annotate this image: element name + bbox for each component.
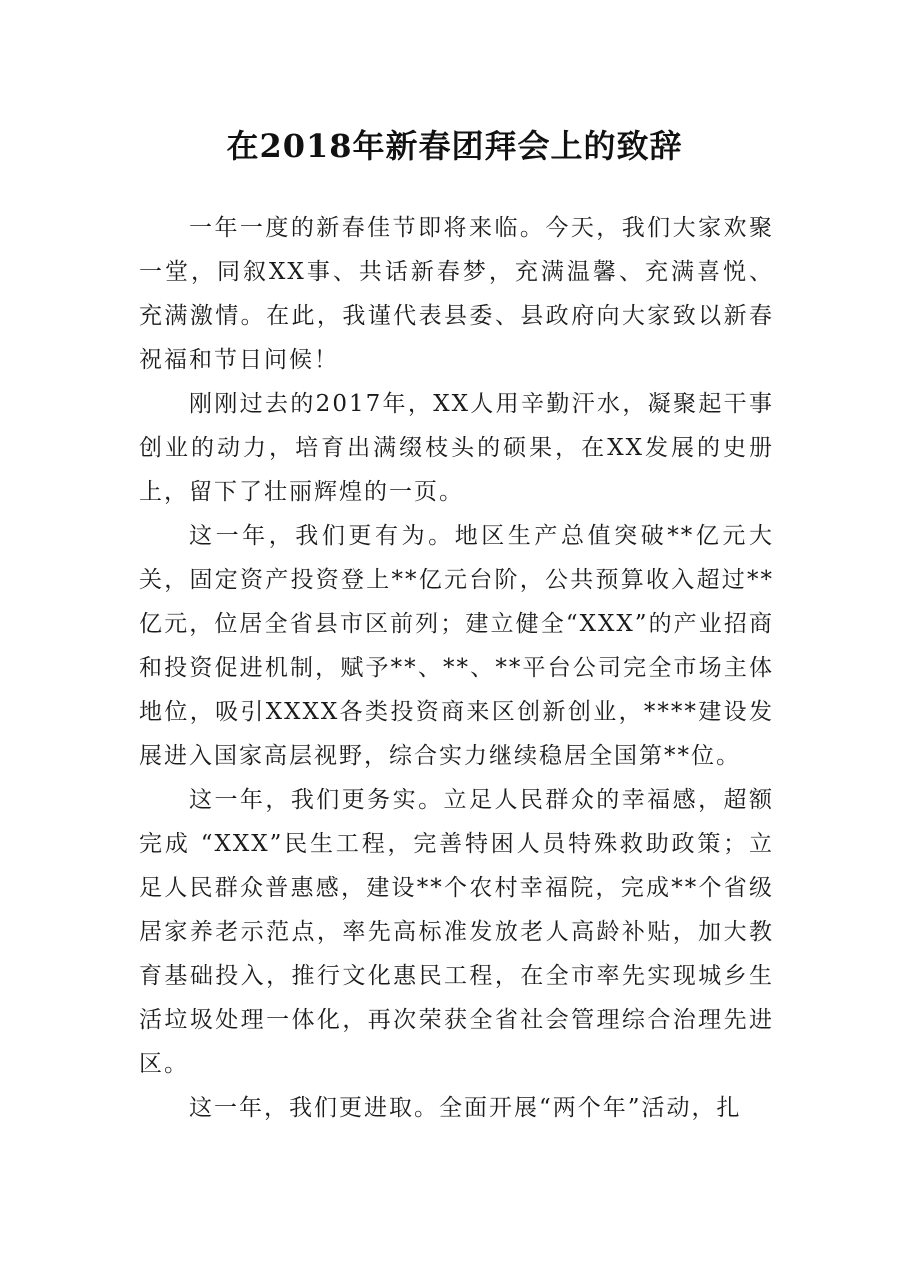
paragraph-livelihood: 这一年，我们更务实。立足人民群众的幸福感，超额完成 “XXX”民生工程，完善特困人员特殊救助政策；立足人民群众普惠感，建设**个农村幸福院，完成**个省级居家养老示范点，率先高标准发放老人高龄补贴，加大教育基础投入，推行文化惠民工程，在全市率先实现城乡生活垃圾处理一体化，再次荣获全省社会管理综合治理先进区。 — [139, 787, 774, 1077]
paragraph-review-2017: 刚刚过去的2017年，XX人用辛勤汗水，凝聚起干事创业的动力，培育出满缀枝头的硕果，在XX发展的史册上，留下了壮丽辉煌的一页。 — [139, 391, 774, 505]
paragraph-achievements: 这一年，我们更有为。地区生产总值突破**亿元大关，固定资产投资登上**亿元台阶，公共预算收入超过**亿元，位居全省县市区前列；建立健全“XXX”的产业招商和投资促进机制，赋予**、**、**平台公司完全市场主体地位，吸引XXXX各类投资商来区创新创业，****建设发展进入国家高层视野，综合实力继续稳居全国第**位。 — [139, 523, 774, 769]
document-body — [139, 206, 774, 1130]
document-title: 在2018年新春团拜会上的致辞 — [226, 127, 683, 165]
paragraph-progress: 这一年，我们更进取。全面开展“两个年”活动，扎 — [189, 1095, 742, 1121]
paragraph-greeting: 一年一度的新春佳节即将来临。今天，我们大家欢聚一堂，同叙XX事、共话新春梦，充满温馨、充满喜悦、充满激情。在此，我谨代表县委、县政府向大家致以新春祝福和节日问候！ — [139, 215, 774, 373]
